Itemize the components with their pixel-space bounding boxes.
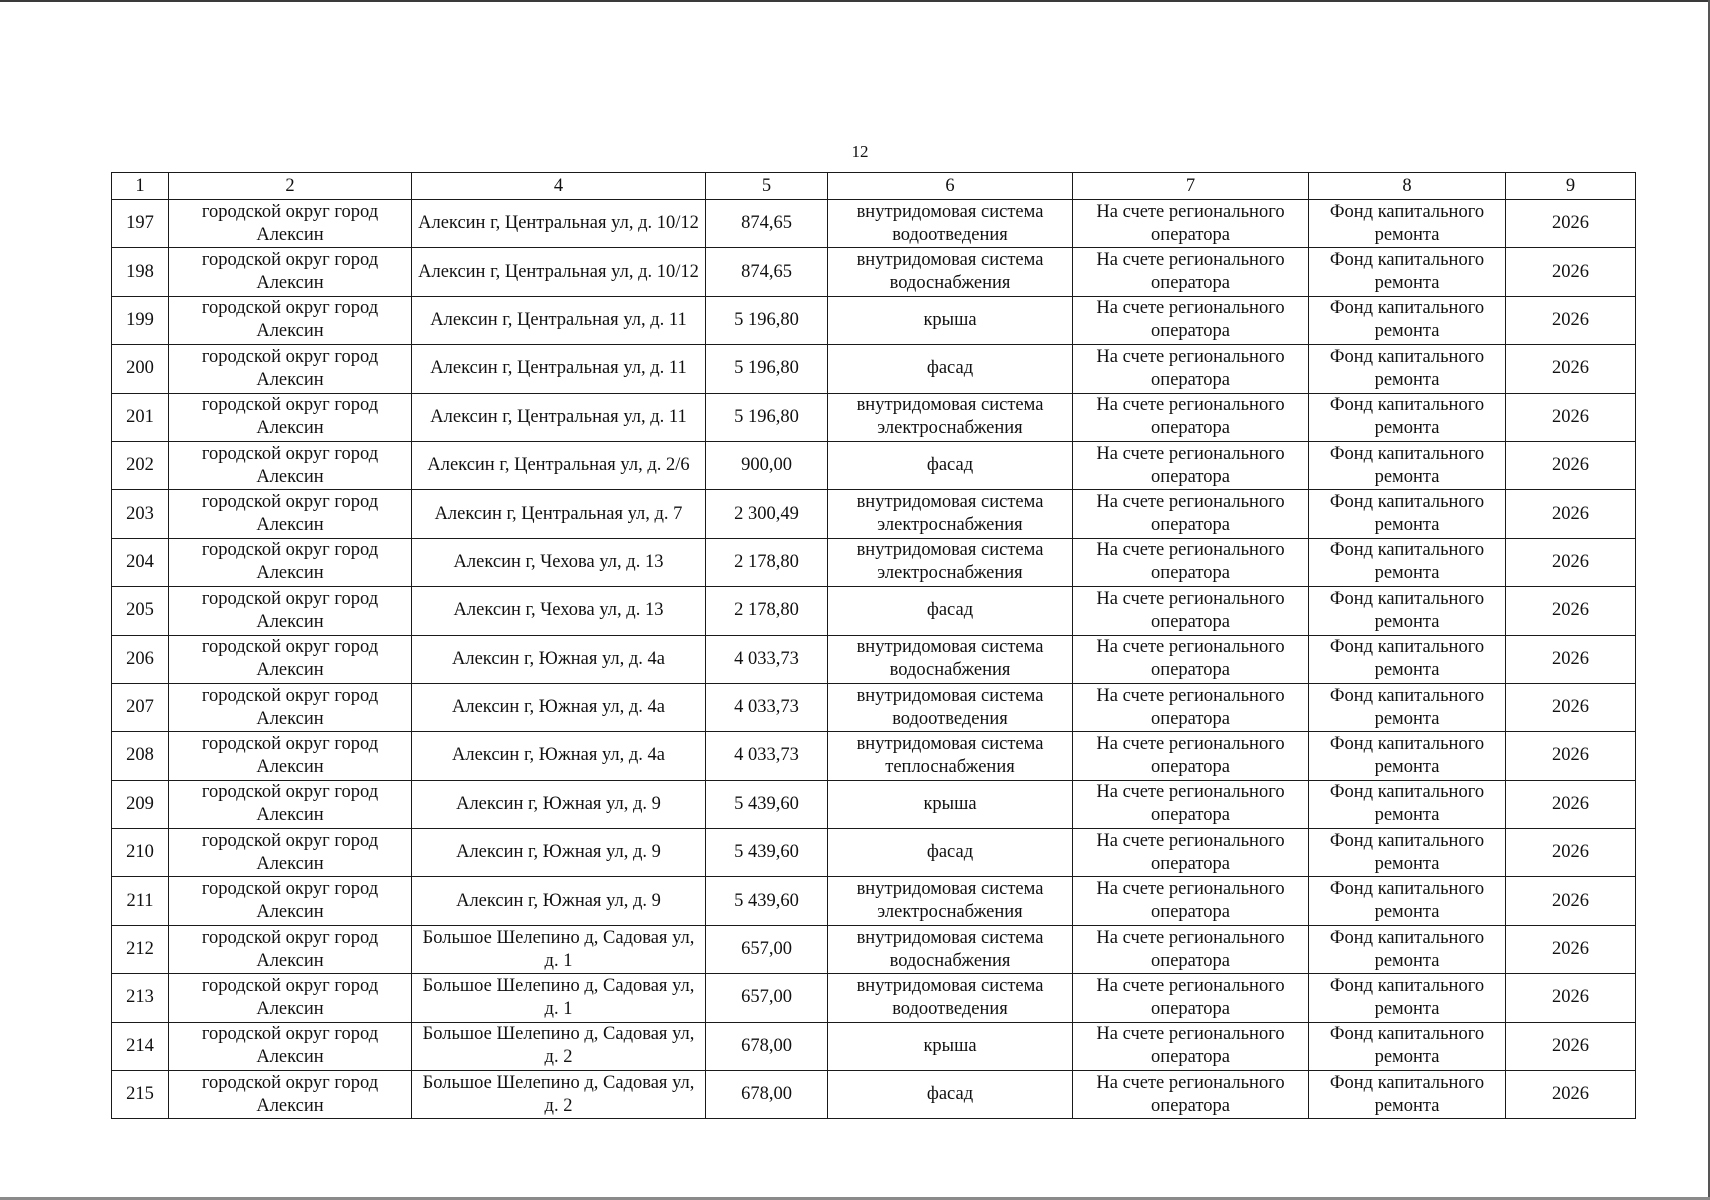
- col-year-cell: 2026: [1506, 248, 1636, 296]
- col-source-cell: Фонд капитального ремонта: [1309, 925, 1506, 973]
- col-account-cell: На счете регионального оператора: [1073, 345, 1309, 393]
- col-area-cell: 5 196,80: [706, 345, 828, 393]
- col-year-cell: 2026: [1506, 925, 1636, 973]
- col-element-cell: фасад: [828, 1071, 1073, 1119]
- col-num-cell: 208: [112, 732, 169, 780]
- table-row: [112, 296, 1636, 344]
- col-num-cell: 200: [112, 345, 169, 393]
- col-account-cell: На счете регионального оператора: [1073, 635, 1309, 683]
- col-element-cell: внутридомовая система электроснабжения: [828, 877, 1073, 925]
- col-municipality-cell: городской округ город Алексин: [169, 441, 412, 489]
- col-account-cell: На счете регионального оператора: [1073, 441, 1309, 489]
- col-element-cell: крыша: [828, 780, 1073, 828]
- col-account-cell: На счете регионального оператора: [1073, 877, 1309, 925]
- col-year-cell: 2026: [1506, 1022, 1636, 1070]
- table-row: [112, 829, 1636, 877]
- col-area-cell: 5 196,80: [706, 393, 828, 441]
- col-num-cell: 204: [112, 538, 169, 586]
- col-account-cell: На счете регионального оператора: [1073, 780, 1309, 828]
- col-element-cell: внутридомовая система водоотведения: [828, 974, 1073, 1022]
- table-row: [112, 538, 1636, 586]
- col-num-cell: 214: [112, 1022, 169, 1070]
- col-area-cell: 678,00: [706, 1071, 828, 1119]
- col-address-cell: Большое Шелепино д, Садовая ул, д. 1: [412, 974, 706, 1022]
- col-area-cell: 5 196,80: [706, 296, 828, 344]
- col-area-cell: 678,00: [706, 1022, 828, 1070]
- col-year-cell: 2026: [1506, 345, 1636, 393]
- table-row: [112, 1071, 1636, 1119]
- table-row: [112, 441, 1636, 489]
- col-municipality-cell: городской округ город Алексин: [169, 587, 412, 635]
- col-address-cell: Алексин г, Центральная ул, д. 11: [412, 296, 706, 344]
- col-municipality-cell: городской округ город Алексин: [169, 538, 412, 586]
- table-row: [112, 974, 1636, 1022]
- column-header: 9: [1506, 173, 1636, 200]
- col-year-cell: 2026: [1506, 683, 1636, 731]
- scan-edge-top: [0, 0, 1710, 2]
- col-element-cell: фасад: [828, 829, 1073, 877]
- col-address-cell: Большое Шелепино д, Садовая ул, д. 2: [412, 1022, 706, 1070]
- col-municipality-cell: городской округ город Алексин: [169, 248, 412, 296]
- col-account-cell: На счете регионального оператора: [1073, 587, 1309, 635]
- col-account-cell: На счете регионального оператора: [1073, 732, 1309, 780]
- col-account-cell: На счете регионального оператора: [1073, 974, 1309, 1022]
- col-address-cell: Алексин г, Южная ул, д. 4а: [412, 683, 706, 731]
- col-address-cell: Алексин г, Центральная ул, д. 11: [412, 393, 706, 441]
- col-municipality-cell: городской округ город Алексин: [169, 490, 412, 538]
- col-area-cell: 5 439,60: [706, 780, 828, 828]
- col-municipality-cell: городской округ город Алексин: [169, 1022, 412, 1070]
- col-num-cell: 202: [112, 441, 169, 489]
- col-account-cell: На счете регионального оператора: [1073, 200, 1309, 248]
- table-row: [112, 780, 1636, 828]
- col-account-cell: На счете регионального оператора: [1073, 538, 1309, 586]
- col-municipality-cell: городской округ город Алексин: [169, 925, 412, 973]
- table-row: [112, 200, 1636, 248]
- col-year-cell: 2026: [1506, 1071, 1636, 1119]
- col-element-cell: внутридомовая система водоотведения: [828, 200, 1073, 248]
- col-source-cell: Фонд капитального ремонта: [1309, 1022, 1506, 1070]
- table-row: [112, 877, 1636, 925]
- col-account-cell: На счете регионального оператора: [1073, 296, 1309, 344]
- page-number: 12: [851, 142, 869, 161]
- col-num-cell: 212: [112, 925, 169, 973]
- col-municipality-cell: городской округ город Алексин: [169, 683, 412, 731]
- table-row: [112, 587, 1636, 635]
- col-element-cell: фасад: [828, 345, 1073, 393]
- col-address-cell: Алексин г, Южная ул, д. 9: [412, 829, 706, 877]
- column-header: 1: [112, 173, 169, 200]
- column-header: 7: [1073, 173, 1309, 200]
- col-area-cell: 4 033,73: [706, 732, 828, 780]
- table-row: [112, 248, 1636, 296]
- col-source-cell: Фонд капитального ремонта: [1309, 974, 1506, 1022]
- col-source-cell: Фонд капитального ремонта: [1309, 877, 1506, 925]
- column-header: 6: [828, 173, 1073, 200]
- col-address-cell: Алексин г, Южная ул, д. 9: [412, 780, 706, 828]
- repair-register-table: [111, 172, 1636, 1119]
- col-address-cell: Алексин г, Южная ул, д. 4а: [412, 635, 706, 683]
- col-source-cell: Фонд капитального ремонта: [1309, 732, 1506, 780]
- table-body: [112, 173, 1636, 1119]
- col-element-cell: внутридомовая система водоснабжения: [828, 635, 1073, 683]
- table-row: [112, 683, 1636, 731]
- col-year-cell: 2026: [1506, 877, 1636, 925]
- col-source-cell: Фонд капитального ремонта: [1309, 829, 1506, 877]
- col-area-cell: 4 033,73: [706, 635, 828, 683]
- col-num-cell: 206: [112, 635, 169, 683]
- col-address-cell: Алексин г, Центральная ул, д. 11: [412, 345, 706, 393]
- col-year-cell: 2026: [1506, 393, 1636, 441]
- col-element-cell: внутридомовая система водоснабжения: [828, 925, 1073, 973]
- col-address-cell: Алексин г, Южная ул, д. 9: [412, 877, 706, 925]
- col-address-cell: Алексин г, Южная ул, д. 4а: [412, 732, 706, 780]
- col-num-cell: 207: [112, 683, 169, 731]
- col-num-cell: 211: [112, 877, 169, 925]
- col-account-cell: На счете регионального оператора: [1073, 1022, 1309, 1070]
- col-element-cell: внутридомовая система водоотведения: [828, 683, 1073, 731]
- col-year-cell: 2026: [1506, 732, 1636, 780]
- col-year-cell: 2026: [1506, 490, 1636, 538]
- col-num-cell: 215: [112, 1071, 169, 1119]
- col-area-cell: 874,65: [706, 200, 828, 248]
- column-header: 8: [1309, 173, 1506, 200]
- col-source-cell: Фонд капитального ремонта: [1309, 393, 1506, 441]
- col-element-cell: внутридомовая система электроснабжения: [828, 393, 1073, 441]
- column-header: 5: [706, 173, 828, 200]
- col-element-cell: крыша: [828, 296, 1073, 344]
- col-year-cell: 2026: [1506, 974, 1636, 1022]
- col-area-cell: 657,00: [706, 925, 828, 973]
- col-num-cell: 198: [112, 248, 169, 296]
- col-source-cell: Фонд капитального ремонта: [1309, 635, 1506, 683]
- col-year-cell: 2026: [1506, 200, 1636, 248]
- col-area-cell: 5 439,60: [706, 829, 828, 877]
- col-municipality-cell: городской округ город Алексин: [169, 200, 412, 248]
- col-account-cell: На счете регионального оператора: [1073, 393, 1309, 441]
- col-source-cell: Фонд капитального ремонта: [1309, 1071, 1506, 1119]
- col-municipality-cell: городской округ город Алексин: [169, 345, 412, 393]
- table-row: [112, 635, 1636, 683]
- col-municipality-cell: городской округ город Алексин: [169, 780, 412, 828]
- col-account-cell: На счете регионального оператора: [1073, 490, 1309, 538]
- col-area-cell: 900,00: [706, 441, 828, 489]
- col-account-cell: На счете регионального оператора: [1073, 1071, 1309, 1119]
- table-row: [112, 732, 1636, 780]
- col-year-cell: 2026: [1506, 635, 1636, 683]
- col-year-cell: 2026: [1506, 538, 1636, 586]
- col-municipality-cell: городской округ город Алексин: [169, 635, 412, 683]
- col-area-cell: 2 300,49: [706, 490, 828, 538]
- col-source-cell: Фонд капитального ремонта: [1309, 296, 1506, 344]
- col-municipality-cell: городской округ город Алексин: [169, 974, 412, 1022]
- col-year-cell: 2026: [1506, 296, 1636, 344]
- col-address-cell: Алексин г, Центральная ул, д. 2/6: [412, 441, 706, 489]
- col-source-cell: Фонд капитального ремонта: [1309, 683, 1506, 731]
- col-year-cell: 2026: [1506, 829, 1636, 877]
- col-source-cell: Фонд капитального ремонта: [1309, 538, 1506, 586]
- col-num-cell: 197: [112, 200, 169, 248]
- col-source-cell: Фонд капитального ремонта: [1309, 441, 1506, 489]
- col-area-cell: 4 033,73: [706, 683, 828, 731]
- col-address-cell: Алексин г, Чехова ул, д. 13: [412, 538, 706, 586]
- col-num-cell: 209: [112, 780, 169, 828]
- col-element-cell: внутридомовая система электроснабжения: [828, 490, 1073, 538]
- col-address-cell: Алексин г, Центральная ул, д. 7: [412, 490, 706, 538]
- col-element-cell: фасад: [828, 441, 1073, 489]
- col-address-cell: Большое Шелепино д, Садовая ул, д. 1: [412, 925, 706, 973]
- col-area-cell: 2 178,80: [706, 587, 828, 635]
- col-num-cell: 201: [112, 393, 169, 441]
- table-row: [112, 1022, 1636, 1070]
- col-num-cell: 205: [112, 587, 169, 635]
- col-municipality-cell: городской округ город Алексин: [169, 296, 412, 344]
- table-row: [112, 393, 1636, 441]
- col-source-cell: Фонд капитального ремонта: [1309, 345, 1506, 393]
- col-area-cell: 5 439,60: [706, 877, 828, 925]
- col-account-cell: На счете регионального оператора: [1073, 683, 1309, 731]
- col-element-cell: внутридомовая система теплоснабжения: [828, 732, 1073, 780]
- col-account-cell: На счете регионального оператора: [1073, 925, 1309, 973]
- col-area-cell: 2 178,80: [706, 538, 828, 586]
- col-area-cell: 657,00: [706, 974, 828, 1022]
- column-header: 4: [412, 173, 706, 200]
- col-address-cell: Алексин г, Центральная ул, д. 10/12: [412, 200, 706, 248]
- col-element-cell: крыша: [828, 1022, 1073, 1070]
- col-source-cell: Фонд капитального ремонта: [1309, 248, 1506, 296]
- col-element-cell: внутридомовая система электроснабжения: [828, 538, 1073, 586]
- table-row: [112, 345, 1636, 393]
- col-source-cell: Фонд капитального ремонта: [1309, 200, 1506, 248]
- col-year-cell: 2026: [1506, 587, 1636, 635]
- col-account-cell: На счете регионального оператора: [1073, 829, 1309, 877]
- col-num-cell: 199: [112, 296, 169, 344]
- col-municipality-cell: городской округ город Алексин: [169, 1071, 412, 1119]
- col-year-cell: 2026: [1506, 780, 1636, 828]
- col-source-cell: Фонд капитального ремонта: [1309, 587, 1506, 635]
- col-num-cell: 213: [112, 974, 169, 1022]
- col-address-cell: Большое Шелепино д, Садовая ул, д. 2: [412, 1071, 706, 1119]
- col-account-cell: На счете регионального оператора: [1073, 248, 1309, 296]
- col-source-cell: Фонд капитального ремонта: [1309, 780, 1506, 828]
- table-row: [112, 490, 1636, 538]
- col-area-cell: 874,65: [706, 248, 828, 296]
- col-address-cell: Алексин г, Чехова ул, д. 13: [412, 587, 706, 635]
- col-year-cell: 2026: [1506, 441, 1636, 489]
- col-municipality-cell: городской округ город Алексин: [169, 829, 412, 877]
- col-num-cell: 210: [112, 829, 169, 877]
- col-element-cell: внутридомовая система водоснабжения: [828, 248, 1073, 296]
- col-element-cell: фасад: [828, 587, 1073, 635]
- col-municipality-cell: городской округ город Алексин: [169, 877, 412, 925]
- column-header: 2: [169, 173, 412, 200]
- col-municipality-cell: городской округ город Алексин: [169, 732, 412, 780]
- col-municipality-cell: городской округ город Алексин: [169, 393, 412, 441]
- col-num-cell: 203: [112, 490, 169, 538]
- table-row: [112, 925, 1636, 973]
- table-header-row: [112, 173, 1636, 200]
- col-source-cell: Фонд капитального ремонта: [1309, 490, 1506, 538]
- col-address-cell: Алексин г, Центральная ул, д. 10/12: [412, 248, 706, 296]
